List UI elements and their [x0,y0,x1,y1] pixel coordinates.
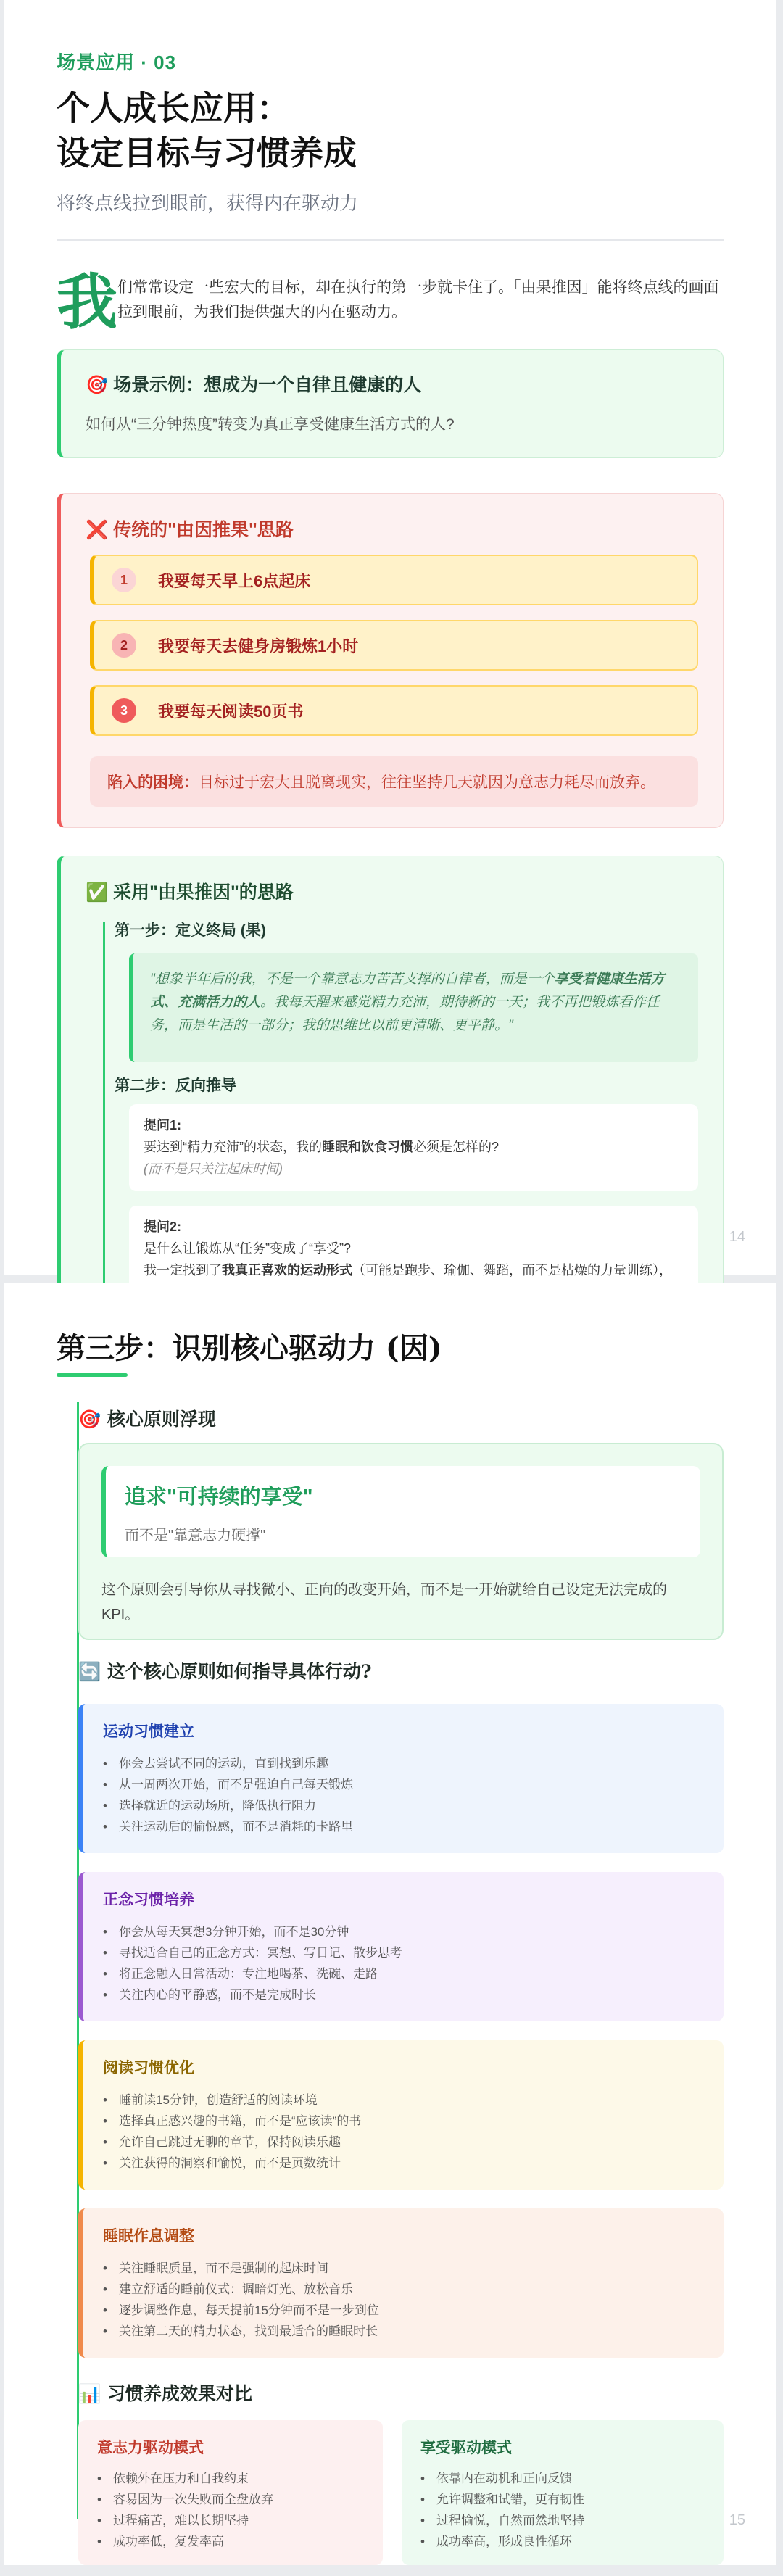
title-line-2: 设定目标与习惯养成 [57,133,357,173]
step-text: 我要每天早上6点起床 [158,571,311,590]
traditional-step-3 [90,685,698,736]
list-item: • 允许自己跳过无聊的章节，保持阅读乐趣 [103,2132,703,2153]
step2-title: 第二步：反向推导 [115,1077,236,1094]
step1-title: 第一步：定义终局 (果) [115,922,266,939]
list-item: • 睡前读15分钟，创造舒适的阅读环境 [103,2090,703,2111]
list-item: • 选择真正感兴趣的书籍，而不是“应该读”的书 [103,2111,703,2132]
scene-heading: 🎯 场景示例：想成为一个自律且健康的人 [86,375,422,395]
traditional-heading: ❌ 传统的"由因推果"思路 [86,520,294,540]
section-heading: 第三步：识别核心驱动力 (因) [57,1331,442,1365]
habit-list [103,1921,703,2005]
list-item: • 允许调整和试错，更有韧性 [420,2489,705,2510]
page-title [57,86,357,175]
question-1: 提问1: 要达到“精力充沛”的状态，我的睡眠和饮食习惯必须是怎样的? (而不是只关注起床时间) [129,1104,698,1191]
habit-list [103,1753,703,1837]
list-item: • 关注获得的洞察和愉悦，而不是页数统计 [103,2153,703,2174]
habit-title: 运动习惯建立 [103,1723,194,1740]
title-line-1: 个人成长应用： [57,88,290,128]
step-number: 1 [112,568,136,592]
traditional-step-2 [90,620,698,671]
list-item: • 关注内心的平静感，而不是完成时长 [103,1984,703,2005]
step-number: 3 [112,698,136,723]
trap-box [90,756,698,807]
list-item: • 容易因为一次失败而全盘放弃 [97,2489,364,2510]
mode-title: 享受驱动模式 [420,2440,512,2456]
trap-label: 陷入的困境： [107,774,199,791]
core-principle-contrast: 而不是"靠意志力硬撑" [125,1528,266,1544]
list-item: • 你会去尝试不同的运动，直到找到乐趣 [103,1753,703,1774]
compare-title: 📊 习惯养成效果对比 [78,2383,252,2404]
mode-list [420,2468,705,2552]
page-14 [4,0,776,1275]
cycle-icon: 🔄 [78,1661,102,1682]
traditional-step-1 [90,555,698,605]
list-item: • 过程痛苦，难以长期坚持 [97,2510,364,2531]
trap-text: 目标过于宏大且脱离现实，往往坚持几天就因为意志力耗尽而放弃。 [199,774,655,791]
habit-list [103,2090,703,2174]
core-principle-desc: 这个原则会引导你从寻找微小、正向的改变开始，而不是一开始就给自己设定无法完成的KPI。 [102,1582,667,1623]
mode-title: 意志力驱动模式 [97,2440,204,2456]
core-principle-card [78,1443,724,1640]
list-item: • 过程愉悦，自然而然地坚持 [420,2510,705,2531]
intro-paragraph: 们常常设定一些宏大的目标，却在执行的第一步就卡住了。「由果推因」能将终点线的画面拉到眼前，为我们提供强大的内在驱动力。 [117,279,719,320]
habit-title: 睡眠作息调整 [103,2228,194,2245]
habit-title: 阅读习惯优化 [103,2060,194,2076]
traditional-card [57,493,724,828]
core-principle-box [102,1466,700,1557]
section-label: 场景应用 · 03 [57,51,177,73]
step-text: 我要每天去健身房锻炼1小时 [158,637,359,655]
page-15 [4,1283,776,2565]
list-item: • 成功率高，形成良性循环 [420,2531,705,2552]
habit-card-sleep [78,2208,724,2358]
habit-list [103,2258,703,2342]
core-principle-main: 追求"可持续的享受" [125,1486,313,1509]
list-item: • 选择就近的运动场所，降低执行阻力 [103,1795,703,1816]
guide-title: 🔄 这个核心原则如何指导具体行动? [78,1661,372,1682]
mode-list [97,2468,364,2552]
page-number: 15 [729,2512,745,2528]
question-2: 提问2: 是什么让锻炼从“任务”变成了“享受”? 我一定找到了我真正喜欢的运动形式（可能是跑步、瑜伽、舞蹈，而不是枯燥的力量训练）， [129,1206,698,1293]
list-item: • 关注运动后的愉悦感，而不是消耗的卡路里 [103,1816,703,1837]
list-item: • 逐步调整作息，每天提前15分钟而不是一步到位 [103,2300,703,2321]
list-item: • 建立舒适的睡前仪式：调暗灯光、放松音乐 [103,2279,703,2300]
principle-title: 🎯 核心原则浮现 [78,1409,216,1430]
willpower-mode-card [78,2420,383,2565]
scene-card [57,349,724,458]
habit-title: 正念习惯培养 [103,1892,194,1908]
list-item: • 成功率低，复发率高 [97,2531,364,2552]
scene-text: 如何从“三分钟热度”转变为真正享受健康生活方式的人? [86,416,455,433]
page-number: 14 [729,1229,745,1245]
step-number: 2 [112,633,136,658]
enjoy-mode-card [402,2420,724,2565]
divider [57,239,724,241]
list-item: • 寻找适合自己的正念方式：冥想、写日记、散步思考 [103,1942,703,1963]
step-text: 我要每天阅读50页书 [158,702,304,721]
list-item: • 依靠内在动机和正向反馈 [420,2468,705,2489]
list-item: • 关注第二天的精力状态，找到最适合的睡眠时长 [103,2321,703,2342]
endgame-quote: "想象半年后的我，不是一个靠意志力苦苦支撑的自律者，而是一个享受着健康生活方式、充满活力的人。我每天醒来感觉精力充沛，期待新的一天；我不再把锻炼看作任务，而是生活的一部分；我的思维比以前更清晰、更平静。" [129,953,698,1062]
target-icon: 🎯 [78,1409,102,1430]
cross-icon: ❌ [86,520,109,540]
habit-card-reading [78,2040,724,2190]
list-item: • 依赖外在压力和自我约束 [97,2468,364,2489]
habit-card-exercise [78,1704,724,1853]
chart-icon: 📊 [78,2383,102,2404]
list-item: • 将正念融入日常活动：专注地喝茶、洗碗、走路 [103,1963,703,1984]
list-item: • 从一周两次开始，而不是强迫自己每天锻炼 [103,1774,703,1795]
adopt-timeline [103,922,105,1299]
check-icon: ✅ [86,882,109,903]
heading-underline [57,1373,128,1377]
page-subtitle: 将终点线拉到眼前，获得内在驱动力 [57,192,359,214]
habit-card-mindfulness [78,1872,724,2021]
list-item: • 你会从每天冥想3分钟开始，而不是30分钟 [103,1921,703,1942]
dropcap: 我 [57,266,118,338]
adopt-heading: ✅ 采用"由果推因"的思路 [86,882,294,903]
target-icon: 🎯 [86,375,109,395]
list-item: • 关注睡眠质量，而不是强制的起床时间 [103,2258,703,2279]
adopt-card [57,856,724,1291]
